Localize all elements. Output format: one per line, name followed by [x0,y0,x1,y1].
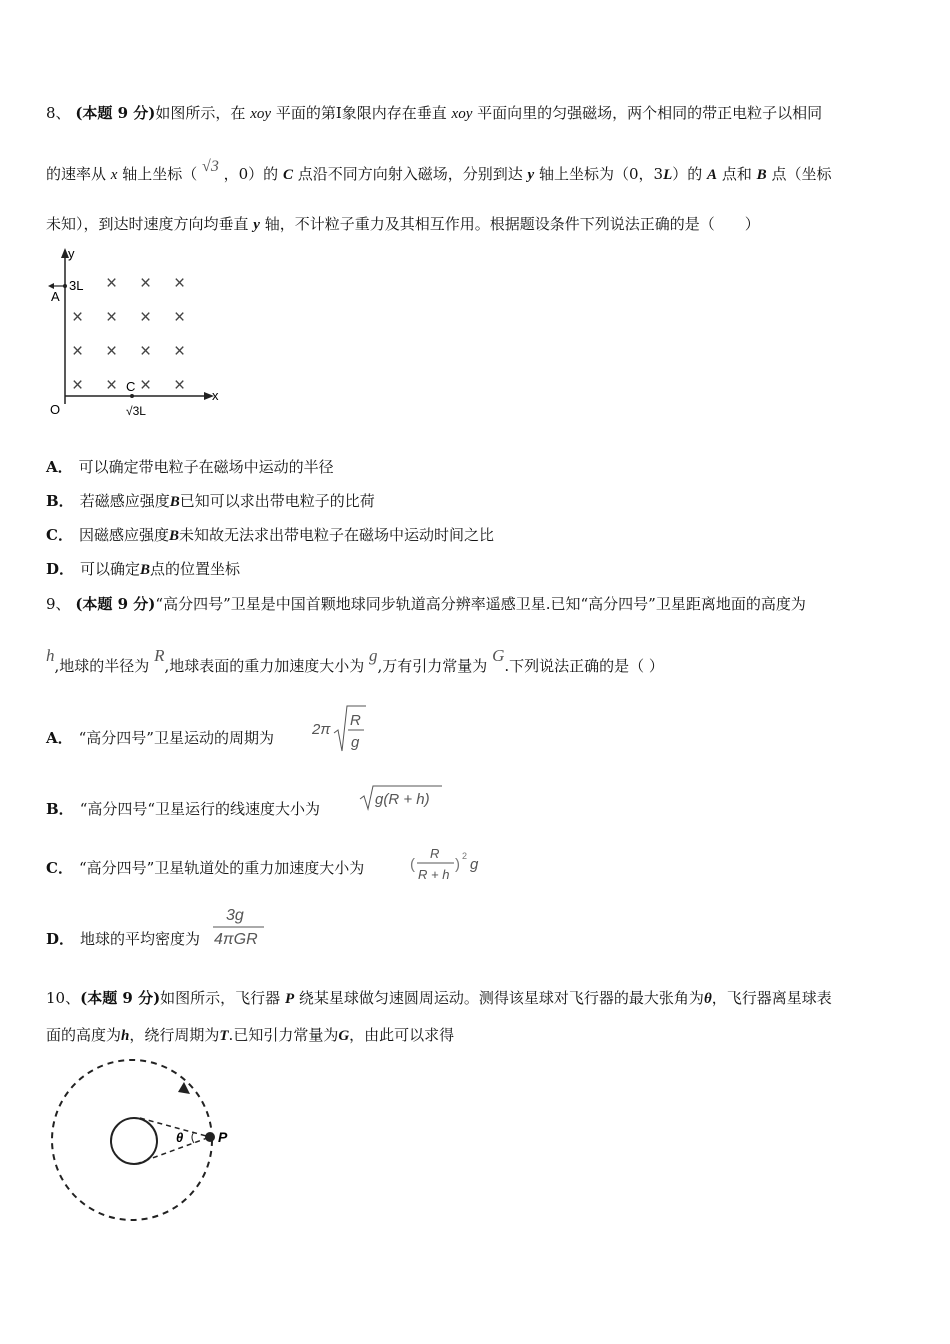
q8-text: 平面的第Ⅰ象限内存在垂直 [275,104,447,122]
point-c-dot [130,394,134,398]
option-text: “高分四号”卫星运动的周期为 [78,729,274,747]
q10-text: 面的高度为 [46,1026,122,1044]
option-label: C． [46,526,73,544]
cross-icon: × [72,341,84,362]
q8-text: ，0）的 [223,165,279,183]
q8-var-l: L [663,167,673,183]
q8-text: 点沿不同方向射入磁场，分别到达 [297,165,523,183]
q8-points: (本题 9 分) [75,104,156,122]
option-text: “高分四号”卫星轨道处的重力加速度大小为 [78,859,365,877]
formula-coef: 2π [312,721,331,738]
q9-option-a[interactable] [46,728,274,748]
q8-text: 点和 [721,165,752,183]
orbit-direction-arrow-icon [178,1082,190,1094]
q9-text: .下列说法正确的是（ ） [504,657,664,675]
q8-text: 点（坐标 [771,165,832,183]
spacecraft-p [205,1132,215,1142]
option-text: 因磁感应强度 [78,526,169,544]
q9-option-d-formula [210,903,270,951]
formula-num: R [350,712,361,729]
q10-text: ，由此可以求得 [349,1026,455,1044]
orbit-path [52,1060,212,1220]
formula-den: 4πGR [214,931,258,948]
q8-option-d[interactable] [46,559,240,580]
point-c-label: C [126,379,136,394]
cross-icon: × [140,375,152,396]
q10-text: ，飞行器离星球表 [711,989,832,1007]
q10-text: ，绕行周期为 [129,1026,220,1044]
q8-var-xoy: xoy [250,106,272,122]
option-label: B． [46,800,74,818]
paren-left: ( [410,856,415,873]
q9-var-r: R [154,646,165,665]
spacecraft-label: P [218,1129,228,1145]
option-label: A． [46,458,73,476]
q10-text: .已知引力常量为 [228,1026,339,1044]
q9-text: ,万有引力常量为 [377,657,488,675]
q9-line-1 [46,594,806,614]
q8-text: 轴，不计粒子重力及其相互作用。根据题设条件下列说法正确的是（ ） [264,215,760,233]
formula-exp: 2 [462,851,468,861]
formula-den: R + h [418,867,450,882]
q8-sqrt3: √3 [202,158,219,175]
q8-text: 未知），到达时速度方向均垂直 [46,215,249,233]
option-text: 若磁感应强度 [79,492,170,510]
q10-line-1 [46,988,832,1009]
q8-option-a[interactable] [46,457,334,477]
q10-number: 10、 [46,989,81,1007]
q9-text: “高分四号”卫星是中国首颗地球同步轨道高分辨率遥感卫星.已知“高分四号”卫星距离地面的高度为 [155,595,806,613]
q10-line-2 [46,1025,454,1046]
label-3l: 3L [69,278,84,293]
tangent-line-bottom [136,1137,210,1164]
q9-option-a-formula [310,703,370,755]
q9-var-h: h [46,646,55,665]
q10-var-g: G [338,1028,350,1044]
x-axis-label: x [212,388,219,403]
q9-option-c-formula [408,842,488,888]
q8-text: 的速率从 [46,165,107,183]
q10-points: (本题 9 分) [80,989,161,1007]
option-text: 未知故无法求出带电粒子在磁场中运动时间之比 [178,526,494,544]
cross-icon: × [106,375,118,396]
q8-var-x: x [110,167,118,183]
q10-text: 绕某星球做匀速圆周运动。测得该星球对飞行器的最大张角为 [298,989,704,1007]
formula-den: g [351,734,360,751]
q9-text: ,地球的半径为 [54,657,150,675]
q8-text: 如图所示，在 [155,104,246,122]
theta-label: θ [176,1130,184,1145]
q10-var-t: T [219,1028,229,1044]
q9-option-b[interactable] [46,799,320,819]
q9-number: 9、 [46,595,71,613]
q8-var-xoy: xoy [451,106,473,122]
q8-option-b[interactable] [46,491,375,512]
option-label: D． [46,930,75,948]
option-label: A． [46,729,73,747]
label-sqrt3l: √3L [126,404,146,418]
option-text: 可以确定带电粒子在磁场中运动的半径 [78,458,334,476]
q9-text: ,地球表面的重力加速度大小为 [164,657,365,675]
q9-option-c[interactable] [46,858,364,878]
formula-body: g(R + h) [375,791,430,808]
q8-text: ）的 [672,165,703,183]
q8-var-y: y [253,217,260,233]
cross-icon: × [140,307,152,328]
option-text: 已知可以求出带电粒子的比荷 [179,492,375,510]
q8-var-y: y [527,167,535,183]
cross-icon: × [106,341,118,362]
angle-arc [192,1132,194,1143]
option-var: B [140,562,151,578]
q10-var-theta: θ [703,991,712,1007]
q8-line-2 [46,158,832,185]
q8-text: 轴上坐标（ [122,165,198,183]
q9-var-G: G [492,646,505,665]
q10-var-p: P [284,991,295,1007]
q10-var-h: h [121,1028,130,1044]
cross-icon: × [106,307,118,328]
cross-icon: × [106,273,118,294]
cross-icon: × [174,375,186,396]
q8-option-c[interactable] [46,525,494,546]
q9-var-g: g [369,646,378,665]
cross-icon: × [174,273,186,294]
option-var: B [169,494,180,510]
formula-num: 3g [226,907,244,924]
q8-text: 平面向里的匀强磁场，两个相同的带正电粒子以相同 [477,104,823,122]
q9-points: (本题 9 分) [75,595,156,613]
q8-var-b: B [756,167,767,183]
option-label: D． [46,560,75,578]
point-a-dot [63,284,67,288]
origin-label: O [50,402,61,417]
planet [111,1118,157,1164]
cross-icon: × [140,341,152,362]
q8-number: 8、 [46,104,71,122]
cross-icon: × [140,273,152,294]
q8-text: 轴上坐标为（0，3 [538,165,664,183]
q8-line-1 [46,103,822,124]
formula-num: R [430,846,440,861]
q9-option-b-formula [358,784,448,812]
formula-tail: g [470,856,479,873]
y-axis-label: y [68,246,75,261]
q8-line-3 [46,214,760,235]
option-text: 点的位置坐标 [150,560,241,578]
option-text: 可以确定 [80,560,141,578]
cross-icon: × [72,307,84,328]
q9-line-2 [46,646,664,676]
cross-icon: × [174,307,186,328]
tangent-line-top [140,1118,210,1137]
q9-option-d[interactable] [46,929,200,949]
magnetic-field-crosses [72,273,185,396]
cross-icon: × [174,341,186,362]
option-text: 地球的平均密度为 [80,930,201,948]
q10-text: 如图所示，飞行器 [160,989,281,1007]
q10-orbit-figure [44,1052,244,1232]
q8-var-a: A [707,167,718,183]
option-label: C． [46,859,73,877]
q8-magnetic-field-figure [40,244,230,422]
q8-var-c: C [282,167,293,183]
option-var: B [168,528,179,544]
option-label: B． [46,492,74,510]
option-text: “高分四号“卫星运行的线速度大小为 [79,800,321,818]
paren-right: ) [455,856,460,873]
cross-icon: × [72,375,84,396]
point-a-label: A [51,289,60,304]
